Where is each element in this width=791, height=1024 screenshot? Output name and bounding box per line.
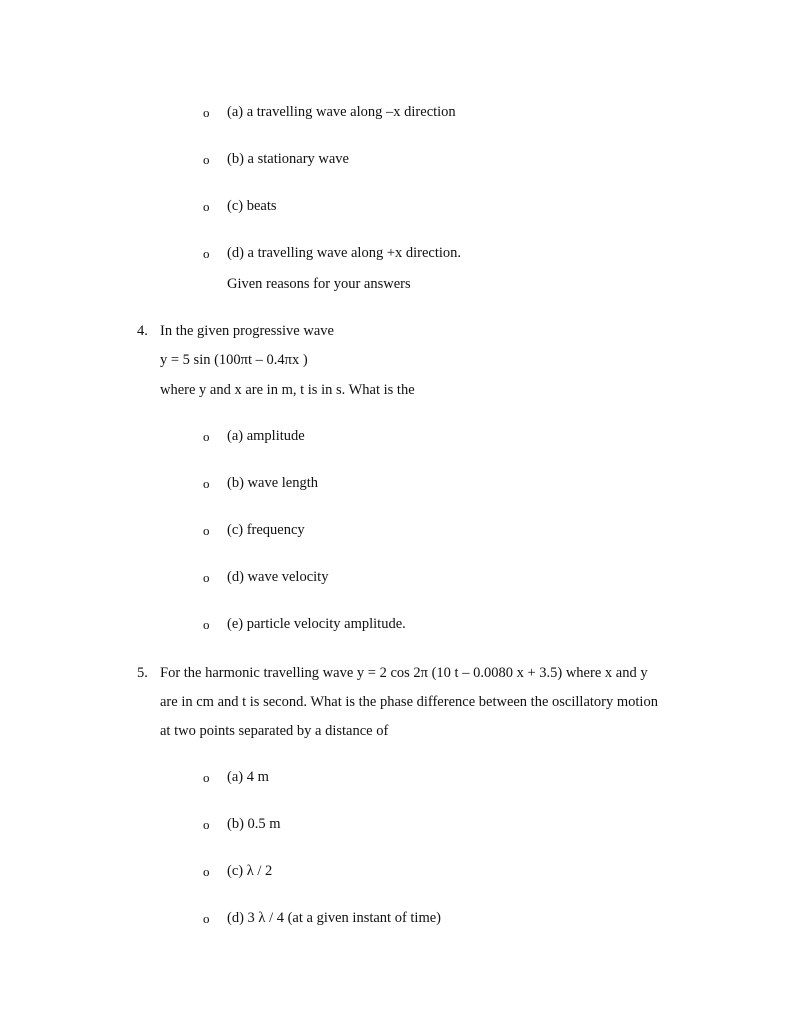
option-b: (b) a stationary wave: [227, 151, 349, 167]
list-bullet: o: [203, 770, 210, 785]
list-bullet: o: [203, 476, 210, 491]
option-a: (a) a travelling wave along –x direction: [227, 104, 456, 120]
question-4-prompt: where y and x are in m, t is in s. What is the: [160, 382, 415, 398]
question-4-equation: y = 5 sin (100πt – 0.4πx ): [160, 352, 308, 368]
list-bullet: o: [203, 523, 210, 538]
q4-option-c: (c) frequency: [227, 522, 305, 538]
list-bullet: o: [203, 617, 210, 632]
question-5-text-line2: are in cm and t is second. What is the phase difference between the oscillatory motion: [160, 694, 658, 710]
list-bullet: o: [203, 152, 210, 167]
list-bullet: o: [203, 429, 210, 444]
list-bullet: o: [203, 570, 210, 585]
question-4-text: In the given progressive wave: [160, 323, 334, 339]
q5-option-c: (c) λ / 2: [227, 863, 273, 879]
question-5-text: For the harmonic travelling wave y = 2 cos 2π (10 t – 0.0080 x + 3.5) where x and y: [160, 665, 648, 681]
q5-option-a: (a) 4 m: [227, 769, 269, 785]
list-bullet: o: [203, 864, 210, 879]
list-bullet: o: [203, 246, 210, 261]
q4-option-d: (d) wave velocity: [227, 569, 329, 585]
q4-option-e: (e) particle velocity amplitude.: [227, 616, 406, 632]
q5-option-d: (d) 3 λ / 4 (at a given instant of time): [227, 910, 442, 926]
list-bullet: o: [203, 199, 210, 214]
q5-option-b: (b) 0.5 m: [227, 816, 281, 832]
list-bullet: o: [203, 105, 210, 120]
question-5-number: 5.: [137, 665, 148, 681]
list-bullet: o: [203, 817, 210, 832]
option-d: (d) a travelling wave along +x direction.: [227, 245, 462, 261]
reasons-note: Given reasons for your answers: [227, 276, 411, 292]
q4-option-a: (a) amplitude: [227, 428, 305, 444]
q4-option-b: (b) wave length: [227, 475, 318, 491]
list-bullet: o: [203, 911, 210, 926]
question-5-text-line3: at two points separated by a distance of: [160, 723, 389, 739]
option-c: (c) beats: [227, 198, 277, 214]
question-4-number: 4.: [137, 323, 148, 339]
